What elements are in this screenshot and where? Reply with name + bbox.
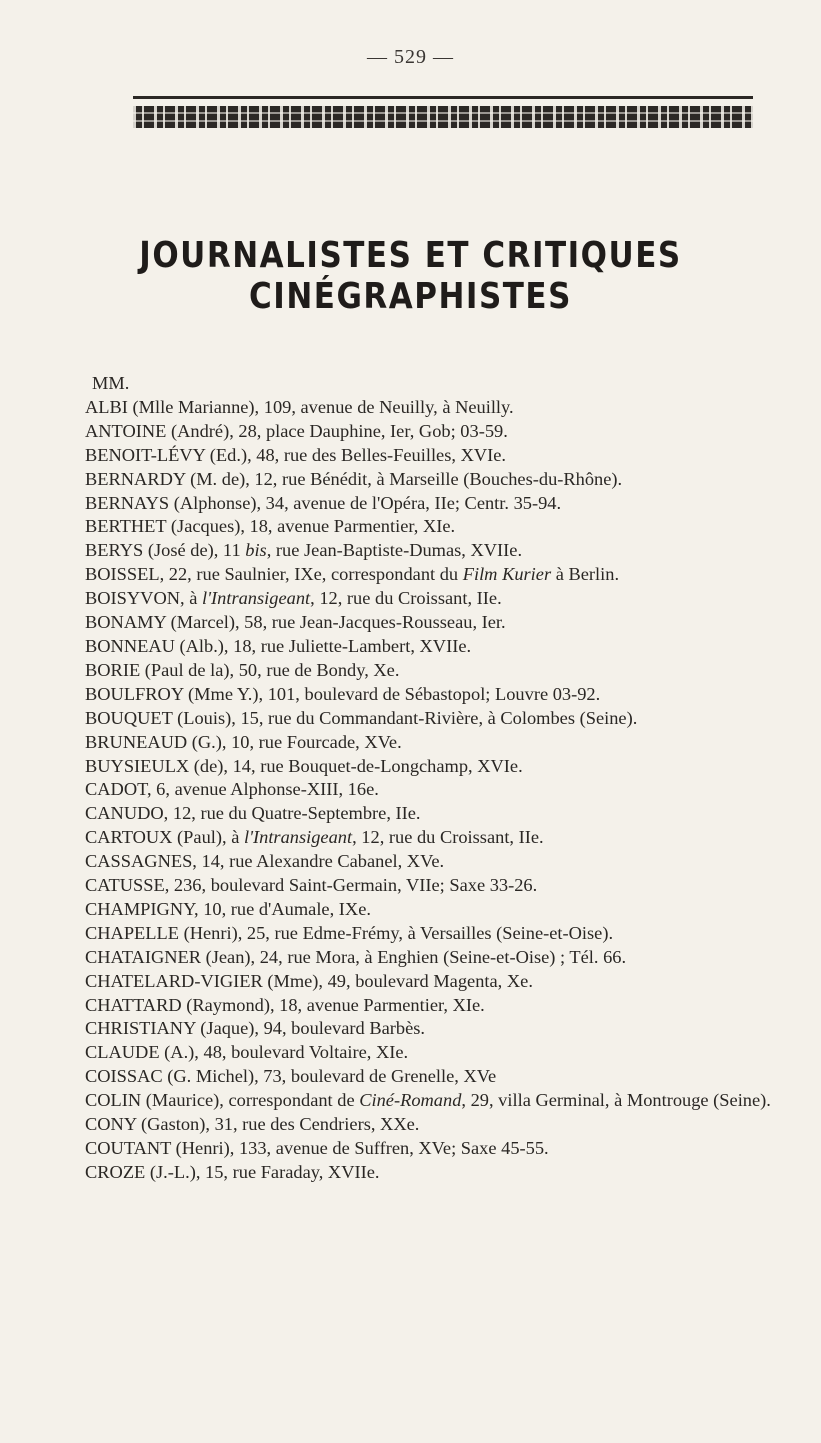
directory-entry: BERNAYS (Alphonse), 34, avenue de l'Opéra, IIe; Centr. 35-94. <box>85 492 562 513</box>
page-number: — 529 — <box>367 46 454 68</box>
directory-entry: CROZE (J.-L.), 15, rue Faraday, XVIIe. <box>85 1161 380 1182</box>
directory-entry: COISSAC (G. Michel), 73, boulevard de Grenelle, XVe <box>85 1066 497 1087</box>
directory-entry: COUTANT (Henri), 133, avenue de Suffren, XVe; Saxe 45-55. <box>85 1138 549 1158</box>
directory-entry: CHAMPIGNY, 10, rue d'Aumale, IXe. <box>85 898 371 919</box>
salutation: MM. <box>92 373 130 393</box>
directory-entry: BOISSEL, 22, rue Saulnier, IXe, correspondant du Film Kurier à Berlin. <box>85 564 620 585</box>
directory-entry: BRUNEAUD (G.), 10, rue Fourcade, XVe. <box>85 731 402 752</box>
directory-entry: CLAUDE (A.), 48, boulevard Voltaire, XIe. <box>85 1042 409 1063</box>
directory-entry: CHAPELLE (Henri), 25, rue Edme-Frémy, à Versailles (Seine-et-Oise). <box>85 922 614 943</box>
directory-entry: BORIE (Paul de la), 50, rue de Bondy, Xe. <box>85 659 400 680</box>
directory-entry: CHRISTIANY (Jaque), 94, boulevard Barbès. <box>85 1018 425 1039</box>
directory-entry: CADOT, 6, avenue Alphonse-XIII, 16e. <box>85 779 379 800</box>
directory-list <box>85 372 775 1185</box>
directory-entry: CONY (Gaston), 31, rue des Cendriers, XXe. <box>85 1114 420 1135</box>
directory-entry: ANTOINE (André), 28, place Dauphine, Ier, Gob; 03-59. <box>85 420 508 441</box>
directory-entry: ALBI (Mlle Marianne), 109, avenue de Neuilly, à Neuilly. <box>85 396 514 417</box>
directory-entry: BERYS (José de), 11 bis, rue Jean-Baptiste-Dumas, XVIIe. <box>85 540 523 561</box>
directory-entry: CANUDO, 12, rue du Quatre-Septembre, IIe. <box>85 803 421 824</box>
directory-entry: CHATTARD (Raymond), 18, avenue Parmentier, XIe. <box>85 994 485 1015</box>
decorative-ornament-band <box>133 106 753 128</box>
directory-entry: BERTHET (Jacques), 18, avenue Parmentier, XIe. <box>85 516 456 537</box>
directory-entry: CHATELARD-VIGIER (Mme), 49, boulevard Magenta, Xe. <box>85 970 533 991</box>
italic-publication-title: Ciné-Romand <box>359 1090 462 1111</box>
section-title: JOURNALISTES ET CRITIQUES CINÉGRAPHISTES <box>139 234 682 318</box>
directory-entry: BOUQUET (Louis), 15, rue du Commandant-Rivière, à Colombes (Seine). <box>85 707 638 728</box>
directory-entry: BENOIT-LÉVY (Ed.), 48, rue des Belles-Feuilles, XVIe. <box>85 444 507 465</box>
directory-entry: BONAMY (Marcel), 58, rue Jean-Jacques-Rousseau, Ier. <box>85 612 506 633</box>
directory-entry: CHATAIGNER (Jean), 24, rue Mora, à Enghien (Seine-et-Oise) ; Tél. 66. <box>85 946 627 967</box>
directory-entry: CARTOUX (Paul), à l'Intransigeant, 12, rue du Croissant, IIe. <box>85 827 544 848</box>
directory-entry: BONNEAU (Alb.), 18, rue Juliette-Lambert, XVIIe. <box>85 635 472 656</box>
italic-publication-title: l'Intransigeant <box>243 827 353 848</box>
entry-list <box>85 396 775 1185</box>
directory-entry: BOULFROY (Mme Y.), 101, boulevard de Sébastopol; Louvre 03-92. <box>85 683 601 704</box>
header-rule <box>133 96 753 99</box>
italic-publication-title: l'Intransigeant <box>201 588 311 609</box>
directory-entry: BERNARDY (M. de), 12, rue Bénédit, à Marseille (Bouches-du-Rhône). <box>85 468 623 489</box>
directory-entry: BUYSIEULX (de), 14, rue Bouquet-de-Longchamp, XVIe. <box>85 755 523 776</box>
italic-publication-title: Film Kurier <box>462 564 552 585</box>
directory-entry: BOISYVON, à l'Intransigeant, 12, rue du Croissant, IIe. <box>85 588 502 609</box>
directory-entry: CATUSSE, 236, boulevard Saint-Germain, VIIe; Saxe 33-26. <box>85 875 538 896</box>
directory-entry: CASSAGNES, 14, rue Alexandre Cabanel, XVe. <box>85 851 445 872</box>
italic-publication-title: bis <box>245 540 267 561</box>
directory-entry: COLIN (Maurice), correspondant de Ciné-Romand, 29, villa Germinal, à Montrouge (Seine). <box>85 1090 771 1111</box>
